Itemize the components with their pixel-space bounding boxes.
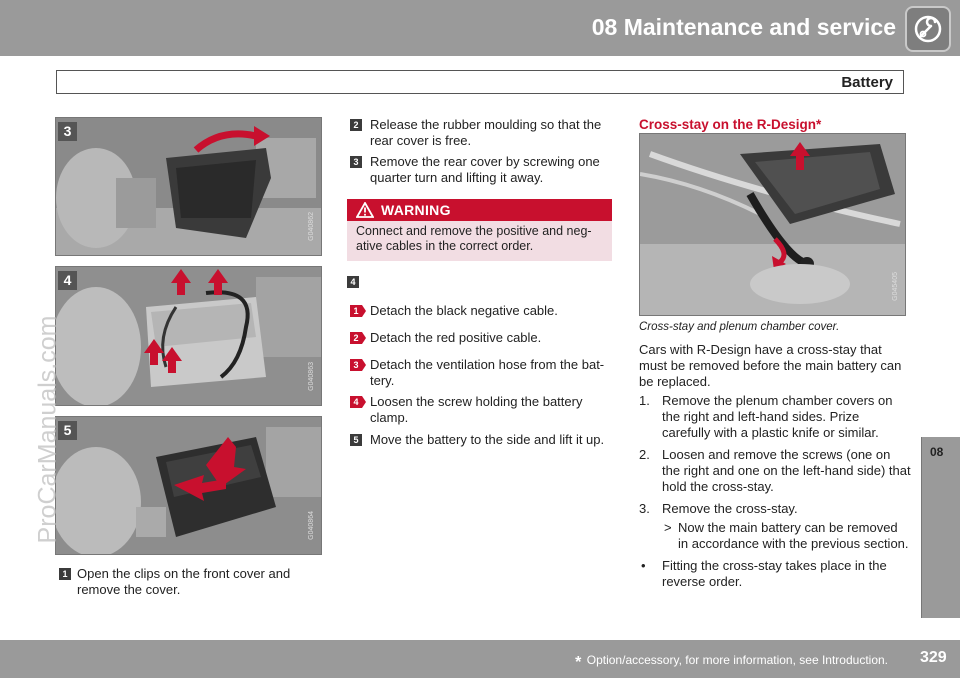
step-text: Detach the ventilation hose from the bat-tery. — [370, 357, 605, 388]
result-text: Now the main battery can be removed in accordance with the previous section. — [678, 520, 909, 551]
photo-code: G045405 — [892, 272, 899, 301]
photo-code: G040863 — [308, 362, 315, 391]
step-open-front-cover — [59, 566, 319, 598]
list-item — [639, 501, 911, 517]
chapter-side-tab — [921, 437, 960, 618]
step-detach-positive — [350, 330, 612, 346]
result-marker: > — [664, 520, 672, 535]
result-item — [664, 520, 911, 552]
warning-header — [347, 199, 612, 221]
step-detach-hose — [350, 357, 612, 389]
wrench-gear-icon — [905, 6, 951, 52]
step-badge: 2 — [350, 332, 362, 344]
list-text: Remove the cross-stay. — [662, 501, 798, 516]
battery-photo-4 — [55, 266, 322, 406]
step-remove-rear-cover — [350, 154, 612, 186]
step-badge: 3 — [350, 359, 362, 371]
warning-box — [347, 199, 612, 261]
watermark-text: ProCarManuals.com — [33, 315, 62, 544]
list-text: Remove the plenum chamber covers on the right and left-hand sides. Prize carefully with a plastic knife or similar. — [662, 393, 893, 440]
page-number: 329 — [920, 649, 947, 666]
list-item — [639, 393, 911, 441]
footnote-text: Option/accessory, for more information, see Introduction. — [586, 653, 888, 667]
bullet-text: Fitting the cross-stay takes place in the reverse order. — [662, 558, 887, 589]
photo-caption: Cross-stay and plenum chamber cover. — [639, 321, 840, 333]
chapter-title: 08 Maintenance and service — [591, 14, 896, 40]
photo-number: 5 — [58, 421, 77, 440]
footnote-star: * — [575, 654, 582, 671]
step-text: Open the clips on the front cover and remove the cover. — [77, 566, 291, 597]
section-header — [56, 70, 904, 94]
warning-label: WARNING — [381, 202, 451, 218]
sub-step-badge: 4 — [347, 276, 359, 288]
list-number: 1. — [639, 393, 650, 408]
bullet-item — [641, 558, 911, 590]
step-text: Remove the rear cover by screwing one quarter turn and lifting it away. — [370, 154, 600, 185]
step-text: Loosen the screw holding the battery clamp. — [370, 394, 583, 425]
step-release-moulding — [350, 117, 612, 149]
photo-code: G040864 — [308, 511, 315, 540]
step-badge: 2 — [350, 119, 362, 131]
step-badge: 4 — [350, 396, 362, 408]
footer-bar — [0, 640, 960, 678]
step-text: Move the battery to the side and lift it up. — [370, 432, 605, 447]
battery-photo-5 — [55, 416, 322, 555]
photo-code: G040862 — [308, 212, 315, 241]
photo-number: 3 — [58, 122, 77, 141]
step-detach-negative — [350, 303, 612, 319]
section-title: Battery — [841, 74, 893, 91]
header-bar — [0, 0, 960, 56]
chapter-side-tab-label: 08 — [930, 445, 944, 459]
watermark — [26, 185, 62, 678]
step-badge: 5 — [350, 434, 362, 446]
list-number: 2. — [639, 447, 650, 462]
cross-stay-photo — [639, 133, 906, 316]
step-badge: 1 — [350, 305, 362, 317]
step-text: Release the rubber moulding so that the rear cover is free. — [370, 117, 602, 148]
cross-stay-heading: Cross-stay on the R-Design* — [639, 117, 822, 132]
step-text: Detach the black negative cable. — [370, 303, 558, 318]
intro-paragraph: Cars with R-Design have a cross-stay that must be removed before the main battery can be replaced. — [639, 342, 902, 389]
photo-number: 4 — [58, 271, 77, 290]
step-text: Detach the red positive cable. — [370, 330, 542, 345]
list-text: Loosen and remove the screws (one on the right and one on the left-hand side) that hold the cross-stay. — [662, 447, 911, 494]
step-badge: 1 — [59, 568, 71, 580]
warning-triangle-icon — [356, 202, 374, 218]
bullet-marker: • — [641, 558, 646, 573]
step-badge: 3 — [350, 156, 362, 168]
warning-text: Connect and remove the positive and neg-ative cables in the correct order. — [356, 224, 592, 253]
list-item — [639, 447, 911, 495]
step-loosen-screw — [350, 394, 612, 426]
step-move-battery — [350, 432, 612, 448]
list-number: 3. — [639, 501, 650, 516]
battery-photo-3 — [55, 117, 322, 256]
footnote — [575, 653, 888, 672]
